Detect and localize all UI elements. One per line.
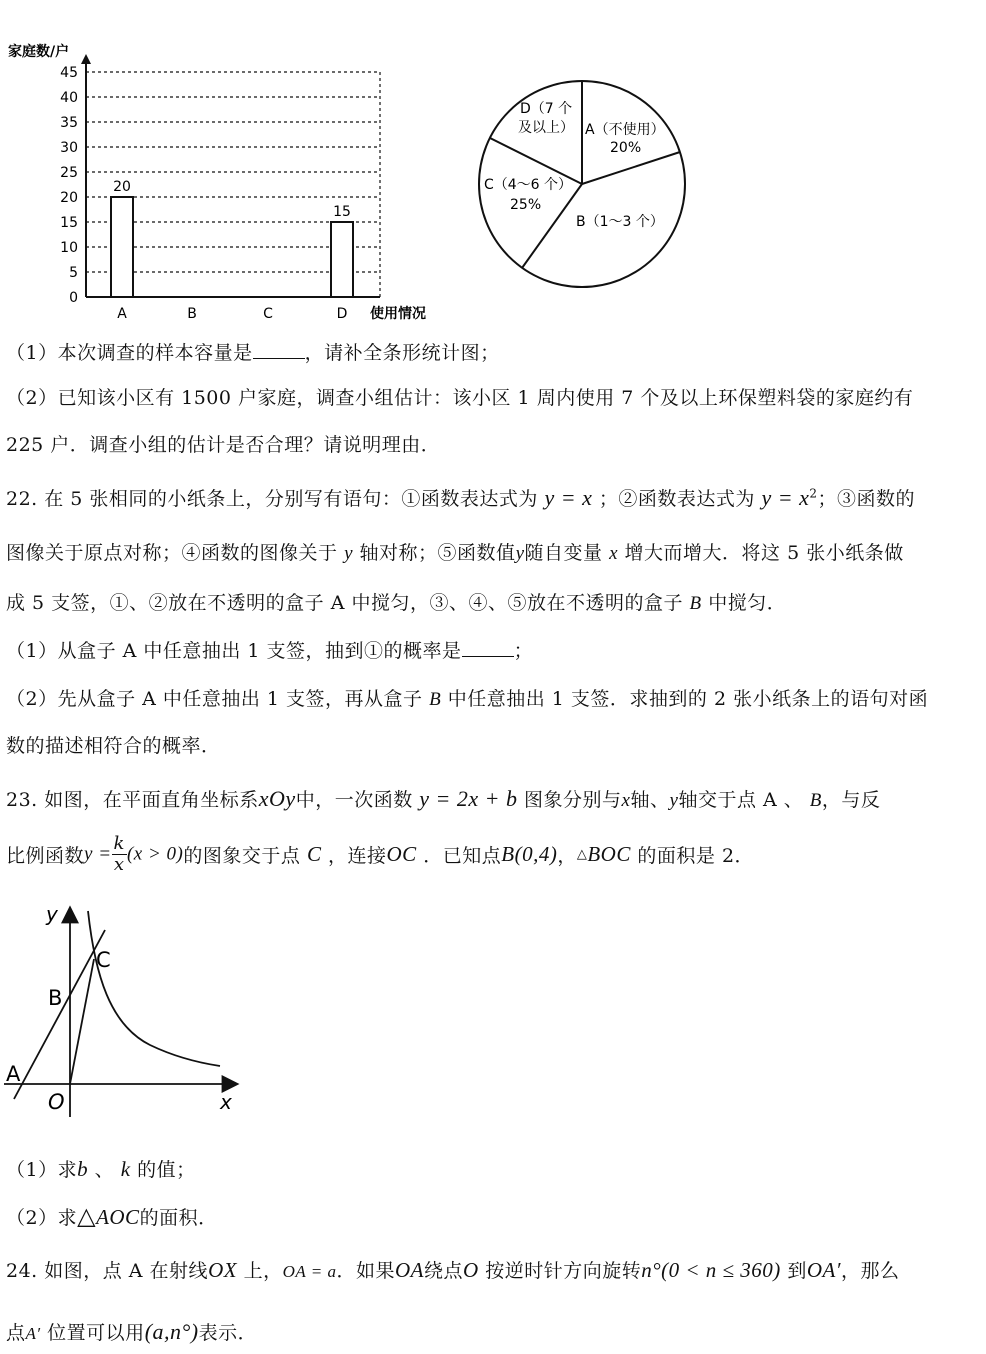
q21-part1: （1）本次调查的样本容量是 ，请补全条形统计图； (6, 342, 500, 364)
graph-label-y: y (46, 902, 58, 926)
function-graph (0, 895, 250, 1120)
bar-category-label: C (263, 306, 273, 322)
answer-blank (253, 340, 305, 359)
bar-data-label: 15 (333, 204, 351, 220)
q23-line1: 23. 如图，在平面直角坐标系xOy中，一次函数 y = 2x + b 图象分别与x轴、y轴交于点 A 、 B，与反 (6, 786, 881, 811)
bar-chart-ytick-label: 0 (69, 290, 78, 306)
pie-label-d1: D（7 个 (520, 101, 573, 117)
q23-part1: （1）求b 、 k 的值； (6, 1157, 196, 1181)
q21-part2-line1: （2）已知该小区有 1500 户家庭，调查小组估计：该小区 1 周内使用 7 个及以上环保塑料袋的家庭约有 (6, 387, 914, 409)
bar-category-label: A (117, 306, 127, 322)
q22-part1: （1）从盒子 A 中任意抽出 1 支签，抽到①的概率是 ； (6, 640, 534, 662)
q23-part2: （2）求△AOC的面积． (6, 1202, 218, 1230)
pie-label-a2: 20% (610, 140, 642, 156)
bar-chart-ytick-label: 20 (60, 190, 78, 206)
answer-blank (462, 638, 514, 657)
q22-part2-line1: （2）先从盒子 A 中任意抽出 1 支签，再从盒子 B 中任意抽出 1 支签．求抽到的 2 张小纸条上的语句对函 (6, 688, 929, 710)
bar-data-label: 20 (113, 179, 131, 195)
pie-label-b1: B（1～3 个） (576, 214, 664, 230)
bar-chart-ytick-label: 45 (60, 65, 78, 81)
q22-line2: 图像关于原点对称；④函数的图像关于 y 轴对称；⑤函数值y随自变量 x 增大而增大．将这 5 张小纸条做 (6, 542, 904, 564)
bar-chart-ytick-label: 25 (60, 165, 78, 181)
bar-chart-ytick-label: 15 (60, 215, 78, 231)
graph-label-A: A (6, 1062, 21, 1086)
q22-line1: 22. 在 5 张相同的小纸条上，分别写有语句：①函数表达式为 y = x ；②函数表达式为 $y = x^2$；③函数的 (6, 485, 915, 510)
q23-line2: 比例函数y = $\frac{k}{x}$ (x > 0)的图象交于点 C ，连接OC ．已知点B(0,4)，△BOC 的面积是 2． (6, 833, 755, 875)
bar-category-label: D (336, 306, 348, 322)
pie-label-c2: 25% (510, 197, 542, 213)
q21-part2-line2: 225 户．调查小组的估计是否合理？请说明理由． (6, 434, 441, 456)
inverse-function-curve (88, 911, 220, 1066)
linear-function-line (14, 930, 105, 1099)
segment-OC (70, 959, 94, 1084)
bar-chart-ytick-label: 30 (60, 140, 78, 156)
graph-label-C: C (96, 948, 111, 972)
fraction-k-over-x: $\frac{k}{x}$ (113, 833, 125, 875)
bar-chart-y-arrow (81, 54, 91, 64)
bar-chart-xlabel: 使用情况 (370, 306, 426, 322)
bar-chart (0, 34, 450, 324)
bar-chart-ytick-label: 35 (60, 115, 78, 131)
pie-label-c1: C（4～6 个） (484, 177, 573, 193)
graph-label-x: x (220, 1090, 232, 1114)
bar-chart-yticks (60, 65, 78, 306)
q24-line2: 点A′ 位置可以用(a,n°)表示． (6, 1319, 258, 1344)
pie-label-a1: A（不使用） (585, 122, 665, 138)
pie-label-d2: 及以上） (518, 120, 574, 136)
q22-line3: 成 5 支签，①、②放在不透明的盒子 A 中搅匀，③、④、⑤放在不透明的盒子 B 中搅匀． (6, 592, 787, 614)
bar-chart-ylabel: 家庭数/户 (8, 44, 70, 60)
q24-line1: 24. 如图，点 A 在射线OX 上，OA = a．如果OA绕点O 按逆时针方向旋转n°(0 < n ≤ 360) 到OA′，那么 (6, 1258, 900, 1282)
graph-label-B: B (48, 986, 63, 1010)
bar-D (331, 222, 353, 297)
bar-chart-ytick-label: 40 (60, 90, 78, 106)
graph-label-O: O (48, 1090, 65, 1114)
pie-divider-ab (582, 152, 680, 184)
q22-part2-line2: 数的描述相符合的概率． (6, 735, 221, 757)
bar-chart-categories (117, 306, 347, 322)
pie-chart (470, 70, 700, 290)
bar-chart-ytick-label: 10 (60, 240, 78, 256)
bar-A (111, 197, 133, 297)
bar-category-label: B (187, 306, 197, 322)
bar-chart-ytick-label: 5 (69, 265, 78, 281)
